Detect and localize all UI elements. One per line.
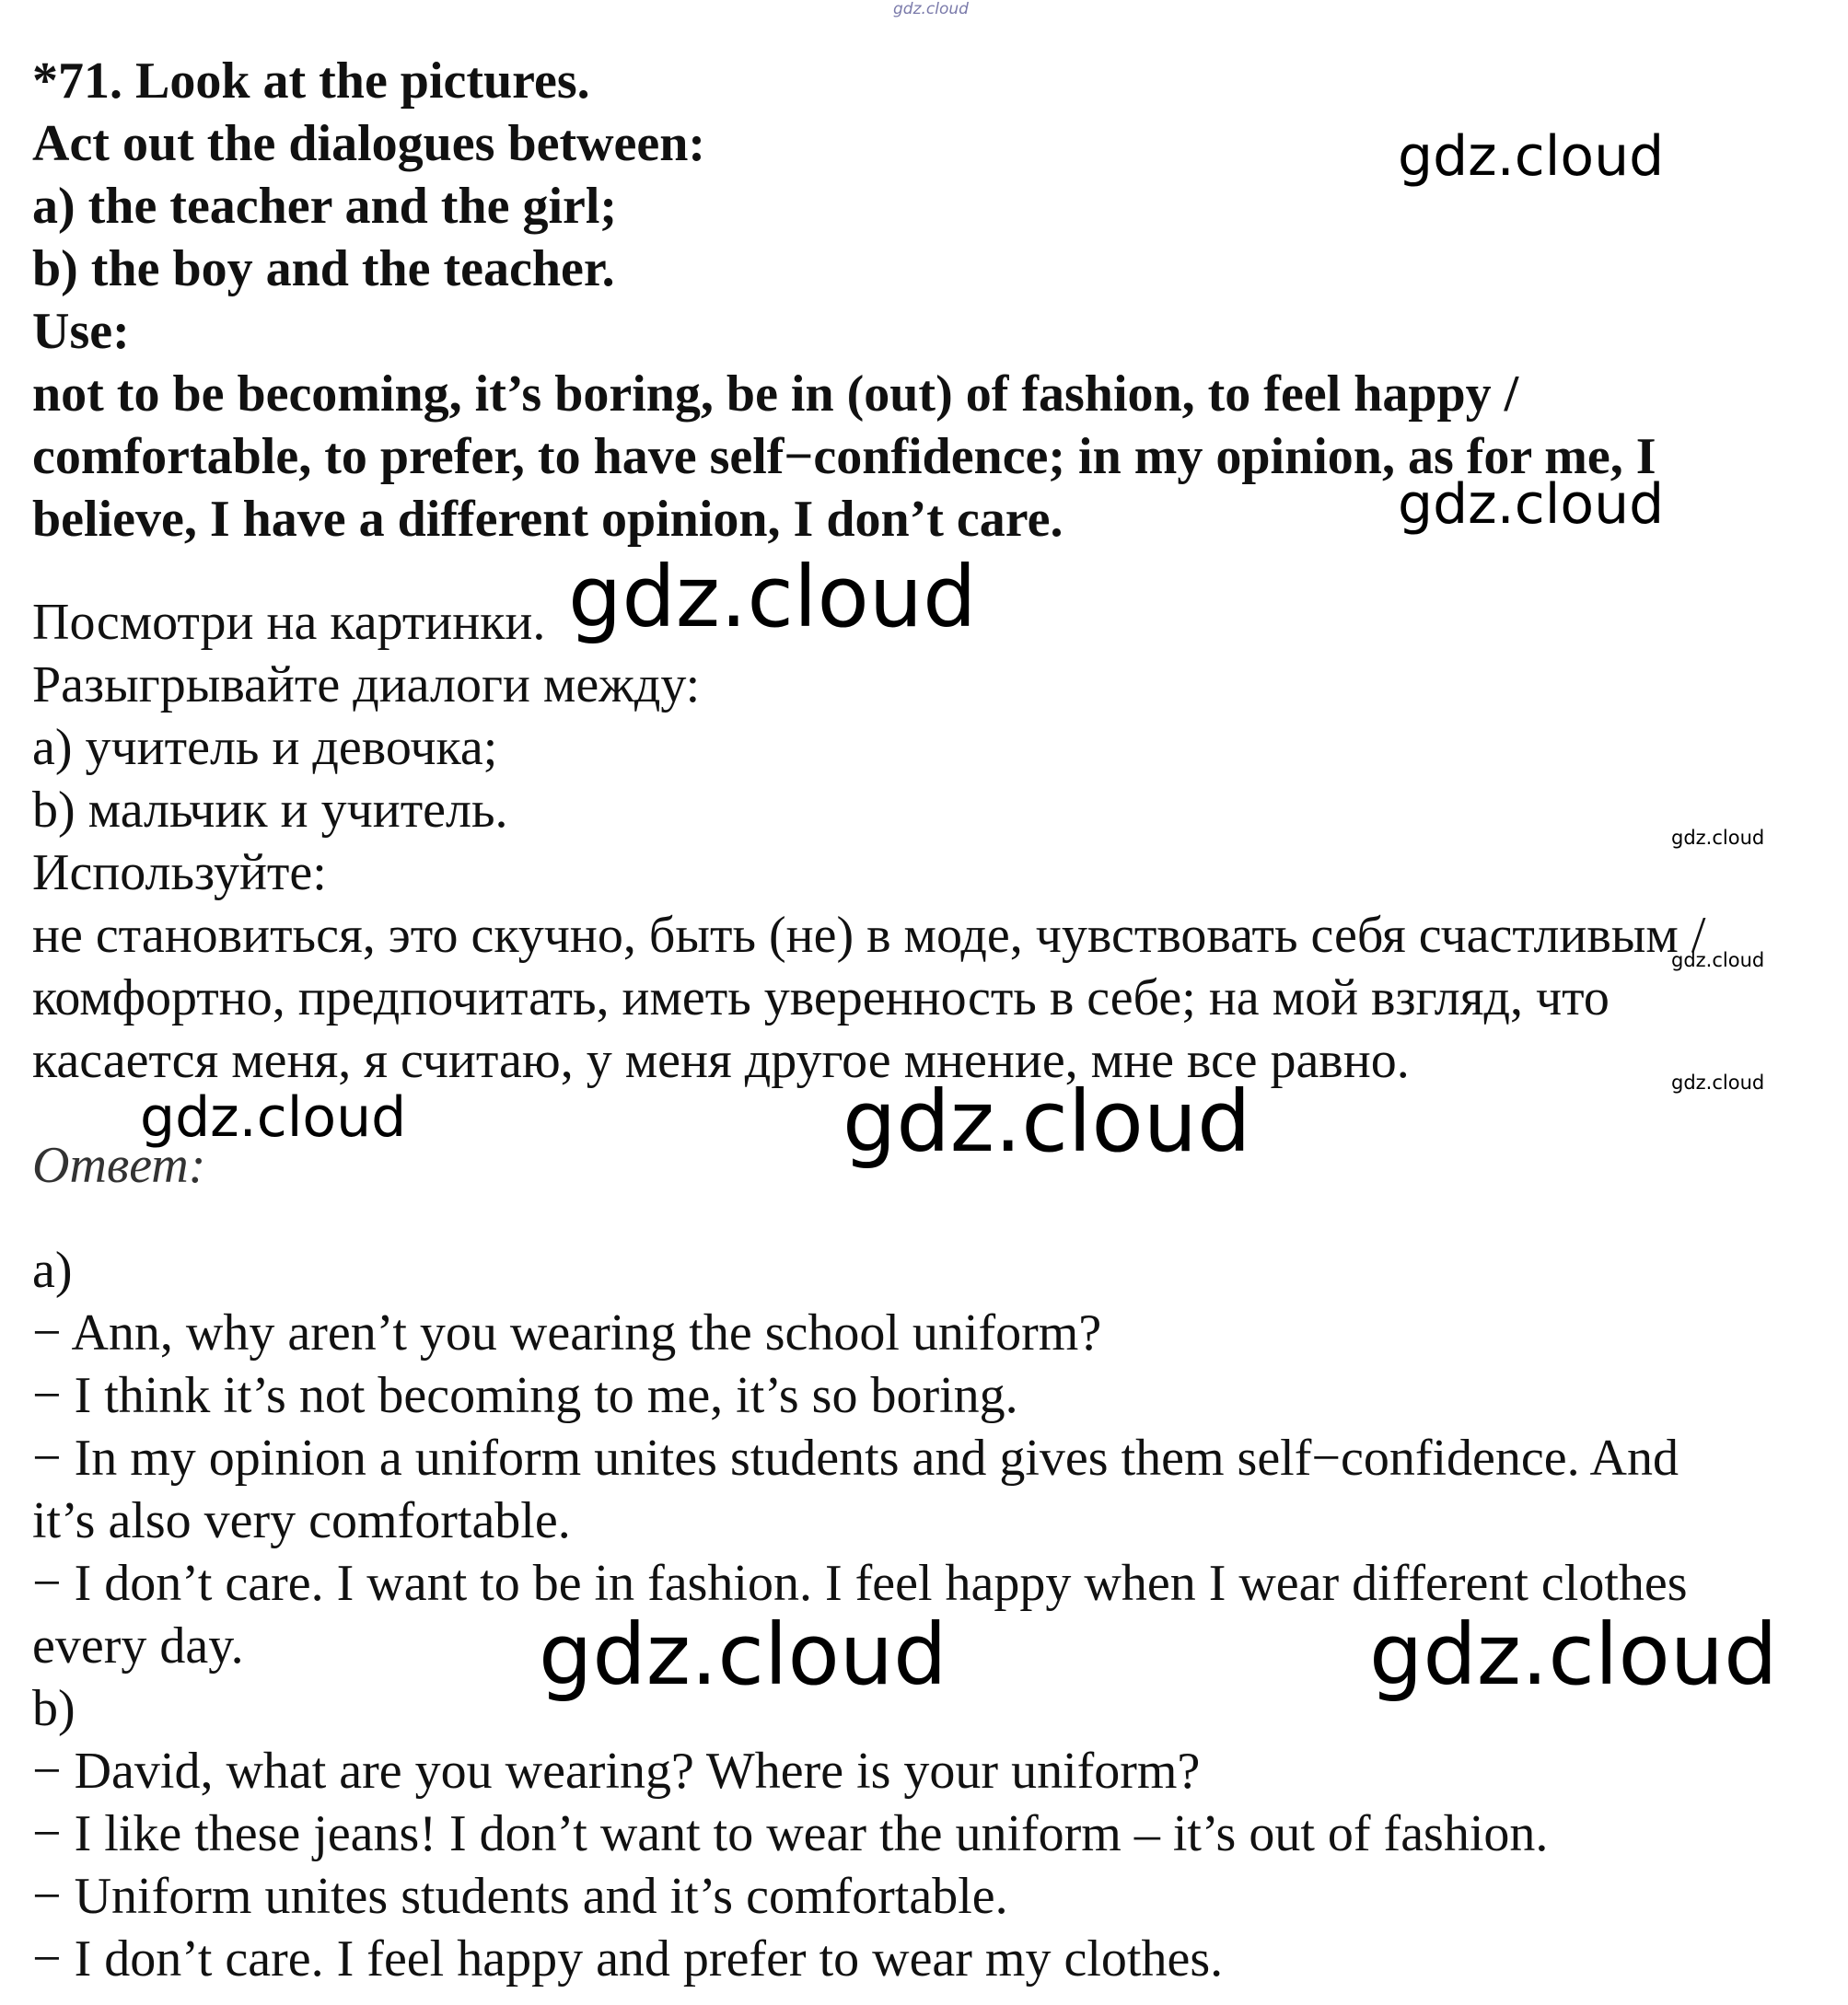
translation-line-7: комфортно, предпочитать, иметь уверенность в себе; на мой взгляд, что: [32, 969, 1610, 1026]
answer-b-line-1: − David, what are you wearing? Where is your uniform?: [32, 1743, 1201, 1800]
watermark-9: gdz.cloud: [539, 1605, 947, 1704]
answer-b-line-3: − Uniform unites students and it’s comfortable.: [32, 1868, 1008, 1925]
answer-a-line-1: − Ann, why aren’t you wearing the school uniform?: [32, 1304, 1102, 1362]
watermark-4: gdz.cloud: [1671, 827, 1765, 849]
task-use-line-2: comfortable, to prefer, to have self−confidence; in my opinion, as for me, I: [32, 428, 1656, 485]
watermark-10: gdz.cloud: [1369, 1605, 1778, 1704]
answer-a-line-4: it’s also very comfortable.: [32, 1492, 571, 1549]
watermark-3: gdz.cloud: [568, 548, 977, 646]
watermark-2: gdz.cloud: [1398, 472, 1665, 537]
answer-b-line-4: − I don’t care. I feel happy and prefer to wear my clothes.: [32, 1930, 1224, 1988]
translation-line-8: касается меня, я считаю, у меня другое мнение, мне все равно.: [32, 1032, 1410, 1089]
task-item-a: a) the teacher and the girl;: [32, 178, 618, 235]
translation-line-6: не становиться, это скучно, быть (не) в моде, чувствовать себя счастливым /: [32, 907, 1706, 964]
task-use-line-3: believe, I have a different opinion, I don’t care.: [32, 491, 1063, 548]
answer-a-line-3: − In my opinion a uniform unites students and gives them self−confidence. And: [32, 1430, 1679, 1487]
watermark-8: gdz.cloud: [843, 1072, 1251, 1171]
translation-line-1: Посмотри на картинки.: [32, 594, 546, 651]
watermark-1: gdz.cloud: [1398, 124, 1665, 189]
answer-a-line-5: − I don’t care. I want to be in fashion. I feel happy when I wear different clothes: [32, 1555, 1688, 1612]
watermark-7: gdz.cloud: [140, 1085, 407, 1150]
task-item-b: b) the boy and the teacher.: [32, 240, 615, 297]
task-use-label: Use:: [32, 303, 130, 360]
task-instruction: Act out the dialogues between:: [32, 115, 706, 172]
watermark-top: gdz.cloud: [893, 0, 969, 18]
answer-label: Ответ:: [32, 1137, 206, 1194]
translation-line-5: Используйте:: [32, 844, 327, 901]
watermark-6: gdz.cloud: [1671, 1072, 1765, 1094]
task-use-line-1: not to be becoming, it’s boring, be in (out) of fashion, to feel happy /: [32, 365, 1519, 423]
translation-line-3: a) учитель и девочка;: [32, 719, 498, 776]
translation-line-2: Разыгрывайте диалоги между:: [32, 656, 701, 713]
translation-line-4: b) мальчик и учитель.: [32, 782, 508, 839]
task-heading: *71. Look at the pictures.: [32, 52, 590, 110]
answer-part-b-label: b): [32, 1680, 76, 1737]
watermark-5: gdz.cloud: [1671, 949, 1765, 971]
answer-a-line-2: − I think it’s not becoming to me, it’s so boring.: [32, 1367, 1018, 1424]
answer-a-line-6: every day.: [32, 1617, 244, 1675]
answer-part-a-label: a): [32, 1242, 73, 1299]
answer-b-line-2: − I like these jeans! I don’t want to wear the uniform – it’s out of fashion.: [32, 1805, 1549, 1862]
